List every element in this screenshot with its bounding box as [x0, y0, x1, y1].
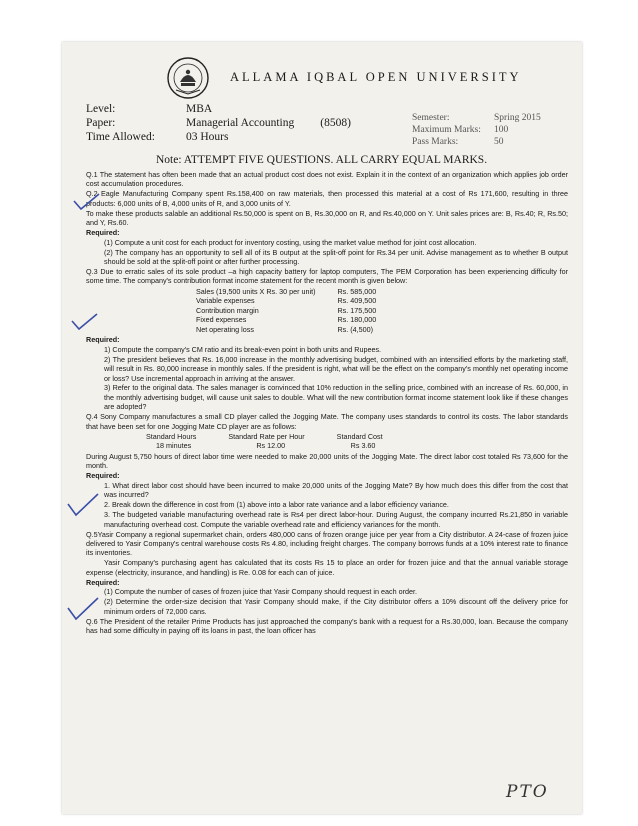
meta-value: MBA — [186, 103, 213, 115]
table-header-cell: Standard Cost — [336, 431, 383, 441]
exam-meta-right — [412, 112, 541, 148]
required-heading: Required: — [86, 227, 120, 237]
meta-row-semester — [412, 112, 541, 124]
question-6: Q.6 The President of the retailer Prime Products has just approached the company's bank with a request for a Rs.30,000, loan. Because the company has had some difficulty in paying off its loans in past, the loan officer has — [86, 616, 568, 636]
exam-paper — [62, 42, 582, 814]
meta-label: Level: — [86, 103, 116, 115]
question-3-part-3: 3) Refer to the original data. The sales manager is convinced that 10% reduction in the selling price, combined with an increase of Rs. 60,000, in the monthly advertising budget, will cause unit sales to double. What will the new contribution format income statement look like if these changes are adopted? — [104, 383, 568, 412]
table-row — [196, 325, 376, 334]
required-heading: Required: — [86, 334, 120, 344]
question-3-part-1: 1) Compute the company's CM ratio and its break-even point in both units and Rupees. — [104, 344, 382, 354]
question-4-part-2: 2. Break down the difference in cost from (1) above into a labor rate variance and a labor efficiency variance. — [104, 500, 449, 510]
table-header-cell: Standard Rate per Hour — [228, 431, 305, 441]
table-cell-value: Rs. 585,000 — [337, 286, 377, 296]
question-5-part-1: (1) Compute the number of cases of frozen juice that Yasir Company should request in each order. — [104, 587, 417, 597]
university-logo-icon — [166, 56, 210, 100]
pen-check-mark-icon — [72, 192, 102, 212]
table-row — [146, 441, 415, 450]
meta-row-max-marks — [412, 124, 541, 136]
question-2: Q.2 Eagle Manufacturing Company spent Rs.158,400 on raw materials, then processed this material at a cost of Rs 171,600, resulting in three products: 6,000 units of B, 4,000 units of R, and 3,000 units of Y. — [86, 189, 568, 208]
table-header-row — [146, 432, 415, 441]
meta-value: 50 — [494, 137, 504, 147]
question-4-continued: During August 5,750 hours of direct labor time were needed to make 20,000 units of the Jogging Mate. The direct labor cost totaled Rs 73,600 for the month. — [86, 451, 568, 471]
question-2-part-2: (2) The company has an opportunity to sell all of its B output at the split-off point for Rs.34 per unit. Advise management as to whether B output should be sold at the split-off point or after further processing. — [104, 247, 568, 267]
questions-body — [86, 170, 568, 636]
exam-meta-left — [86, 102, 351, 144]
meta-label: Pass Marks: — [412, 137, 459, 147]
table-cell: Rs 12.00 — [256, 441, 286, 451]
table-row — [196, 306, 376, 315]
meta-label: Semester: — [412, 113, 450, 123]
table-header-cell: Standard Hours — [146, 431, 197, 441]
pen-check-mark-icon — [66, 492, 100, 518]
meta-value: 03 Hours — [186, 131, 229, 143]
question-4: Q.4 Sony Company manufactures a small CD player called the Jogging Mate. The company uses standards to control its costs. The labor standards that have been set for one Jogging Mate CD player are as follows: — [86, 412, 568, 431]
meta-value: 100 — [494, 125, 509, 135]
table-cell: 18 minutes — [156, 441, 192, 451]
table-cell-value: Rs. 180,000 — [337, 315, 377, 325]
table-row — [196, 315, 376, 324]
meta-row-level — [86, 102, 351, 116]
income-statement-table — [196, 287, 376, 334]
question-5: Q.5Yasir Company a regional supermarket chain, orders 480,000 cans of frozen orange juice per year from a City distributor. A 24-case of frozen juice delivered to Yasir Company's central warehouse costs Rs 4.80, including freight charges. The company borrows funds at a 10% interest rate to finance its inventories. — [86, 529, 568, 558]
table-cell-value: Rs. 175,500 — [337, 305, 377, 315]
meta-row-paper — [86, 116, 351, 130]
meta-label: Paper: — [86, 117, 116, 129]
question-4-part-3: 3. The budgeted variable manufacturing overhead rate is Rs4 per direct labor-hour. During August, the company incurred Rs.21,850 in variable manufacturing overhead cost. Compute the variable overhead rate and efficiency variances for the month. — [104, 510, 568, 529]
meta-value: Managerial Accounting — [186, 117, 295, 129]
question-3-part-2: 2) The president believes that Rs. 16,000 increase in the monthly advertising budget, combined with an intensified efforts by the marketing staff, will result in Rs. 80,000 increase in monthly sales. If the president is right, what will be the effect on the company's monthly net operating income or loss? Use incremental approach in arriving at the answer. — [104, 354, 568, 383]
table-cell-label: Net operating loss — [196, 324, 254, 334]
table-cell-label: Contribution margin — [196, 305, 259, 315]
question-1: Q.1 The statement has often been made that an actual product cost does not exist. Explain it in the context of an organization which applies job order cost accumulation procedures. — [86, 170, 568, 189]
table-cell-value: Rs. 409,500 — [337, 296, 377, 306]
meta-row-pass-marks — [412, 136, 541, 148]
table-cell: Rs 3.60 — [350, 441, 376, 451]
question-2-part-1: (1) Compute a unit cost for each product for inventory costing, using the market value method for joint cost allocation. — [104, 237, 477, 247]
question-4-part-1: 1. What direct labor cost should have been incurred to make 20,000 units of the Jogging Mate? By how much does this differ from the cost that was incurred? — [104, 481, 568, 500]
table-cell-label: Sales (19,500 units X Rs. 30 per unit) — [196, 286, 316, 296]
labor-standards-table — [146, 432, 415, 451]
question-5-continued: Yasir Company's purchasing agent has calculated that its costs Rs 15 to place an order for frozen juice and that the annual variable storage expense (electricity, insurance, and handling) is Re. 0.08 for each can of juice. — [86, 558, 568, 577]
table-cell-label: Fixed expenses — [196, 315, 247, 325]
table-cell-label: Variable expenses — [196, 296, 255, 306]
question-5-part-2: (2) Determine the order-size decision that Yasir Company should make, if the City distributor offers a 10% discount off the delivery price for minimum orders of 72,000 cans. — [104, 597, 568, 616]
meta-value: Spring 2015 — [494, 113, 541, 123]
course-code: (8508) — [320, 117, 351, 129]
question-2-continued: To make these products salable an additional Rs.50,000 is spent on B, Rs.30,000 on R, and Rs.40,000 on Y. Unit sales prices are: B, Rs.40; R, Rs.50; and Y, Rs.60. — [86, 208, 568, 228]
required-heading: Required: — [86, 471, 120, 481]
university-name: ALLAMA IQBAL OPEN UNIVERSITY — [230, 70, 522, 84]
meta-row-time — [86, 130, 351, 144]
pen-check-mark-icon — [70, 312, 100, 332]
table-row — [196, 296, 376, 305]
pen-check-mark-icon — [66, 596, 100, 622]
meta-label: Time Allowed: — [86, 131, 155, 143]
required-heading: Required: — [86, 577, 120, 587]
meta-label: Maximum Marks: — [412, 125, 481, 135]
question-3: Q.3 Due to erratic sales of its sole product –a high capacity battery for laptop computers, The PEM Corporation has been experiencing difficulty for some time. The company's contribution format income statement for the recent month is given below: — [86, 267, 568, 286]
instruction-note: Note: ATTEMPT FIVE QUESTIONS. ALL CARRY EQUAL MARKS. — [156, 154, 488, 166]
page-turn-note: PTO — [506, 782, 549, 802]
table-row — [196, 287, 376, 296]
table-cell-value: Rs. (4,500) — [337, 324, 374, 334]
